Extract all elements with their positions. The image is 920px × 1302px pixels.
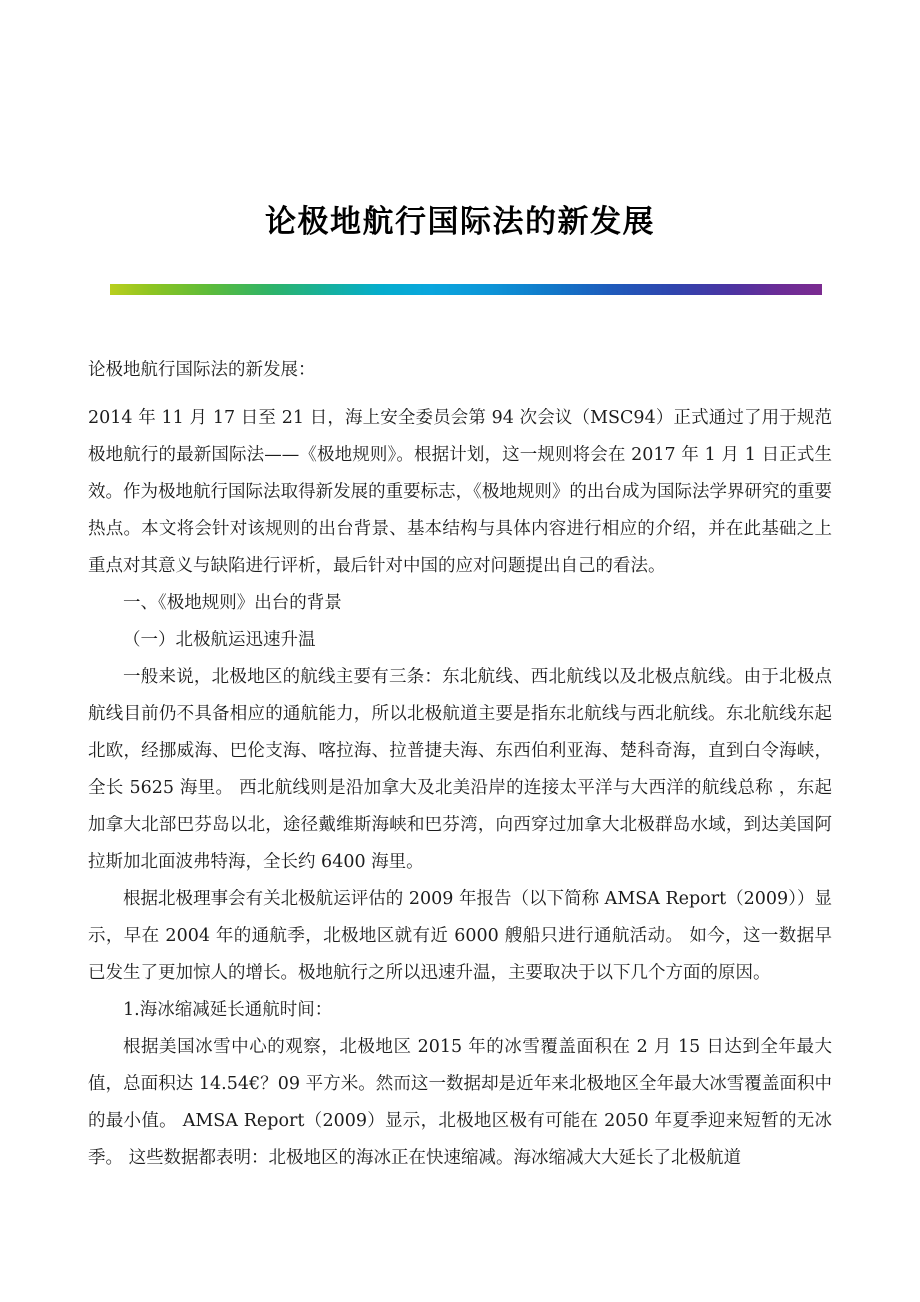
paragraph-amsa-report: 根据北极理事会有关北极航运评估的 2009 年报告（以下简称 AMSA Report（2009））显示，早在 2004 年的通航季，北极地区就有近 6000 艘船只进行通航活动。 如今，这一数据早已发生了更加惊人的增长。极地航行之所以迅速升温，主要取决于以下几个方面的原因。 <box>88 889 832 983</box>
paragraph-intro: 2014 年 11 月 17 日至 21 日，海上安全委员会第 94 次会议（MSC94）正式通过了用于规范极地航行的最新国际法——《极地规则》。根据计划，这一规则将会在 2017 年 1 月 1 日正式生效。作为极地航行国际法取得新发展的重要标志，《极地规则》的出台成为国际法学界研究的重要热点。本文将会针对该规则的出台背景、基本结构与具体内容进行相应的介绍，并在此基础之上重点对其意义与缺陷进行评析，最后针对中国的应对问题提出自己的看法。 <box>88 408 832 576</box>
paragraph-sea-ice: 根据美国冰雪中心的观察，北极地区 2015 年的冰雪覆盖面积在 2 月 15 日达到全年最大值，总面积达 14.54€？09 平方米。然而这一数据却是近年来北极地区全年最大冰雪覆盖面积中的最小值。 AMSA Report（2009）显示，北极地区极有可能在 2050 年夏季迎来短暂的无冰季。 这些数据都表明：北极地区的海冰正在快速缩减。海冰缩减大大延长了北极航道 <box>88 1037 832 1168</box>
page-title: 论极地航行国际法的新发展 <box>265 203 655 240</box>
document-body <box>88 352 832 1177</box>
list-item-heading-1: 1.海冰缩减延长通航时间： <box>123 1000 333 1020</box>
gradient-divider <box>110 284 822 295</box>
body-heading-line: 论极地航行国际法的新发展： <box>88 360 316 380</box>
section-heading-1: 一、《极地规则》出台的背景 <box>123 593 342 613</box>
subsection-heading-1-1: （一）北极航运迅速升温 <box>123 630 316 650</box>
paragraph-arctic-routes: 一般来说，北极地区的航线主要有三条：东北航线、西北航线以及北极点航线。由于北极点航线目前仍不具备相应的通航能力，所以北极航道主要是指东北航线与西北航线。东北航线东起北欧，经挪威海、巴伦支海、喀拉海、拉普捷夫海、东西伯利亚海、楚科奇海，直到白令海峡，全长 5625 海里。 西北航线则是沿加拿大及北美沿岸的连接太平洋与大西洋的航线总称 ，东起加拿大北部巴芬岛以北，途径戴维斯海峡和巴芬湾，向西穿过加拿大北极群岛水域，到达美国阿拉斯加北面波弗特海，全长约 6400 海里。 <box>88 667 832 872</box>
gradient-rule-bar <box>110 284 822 295</box>
